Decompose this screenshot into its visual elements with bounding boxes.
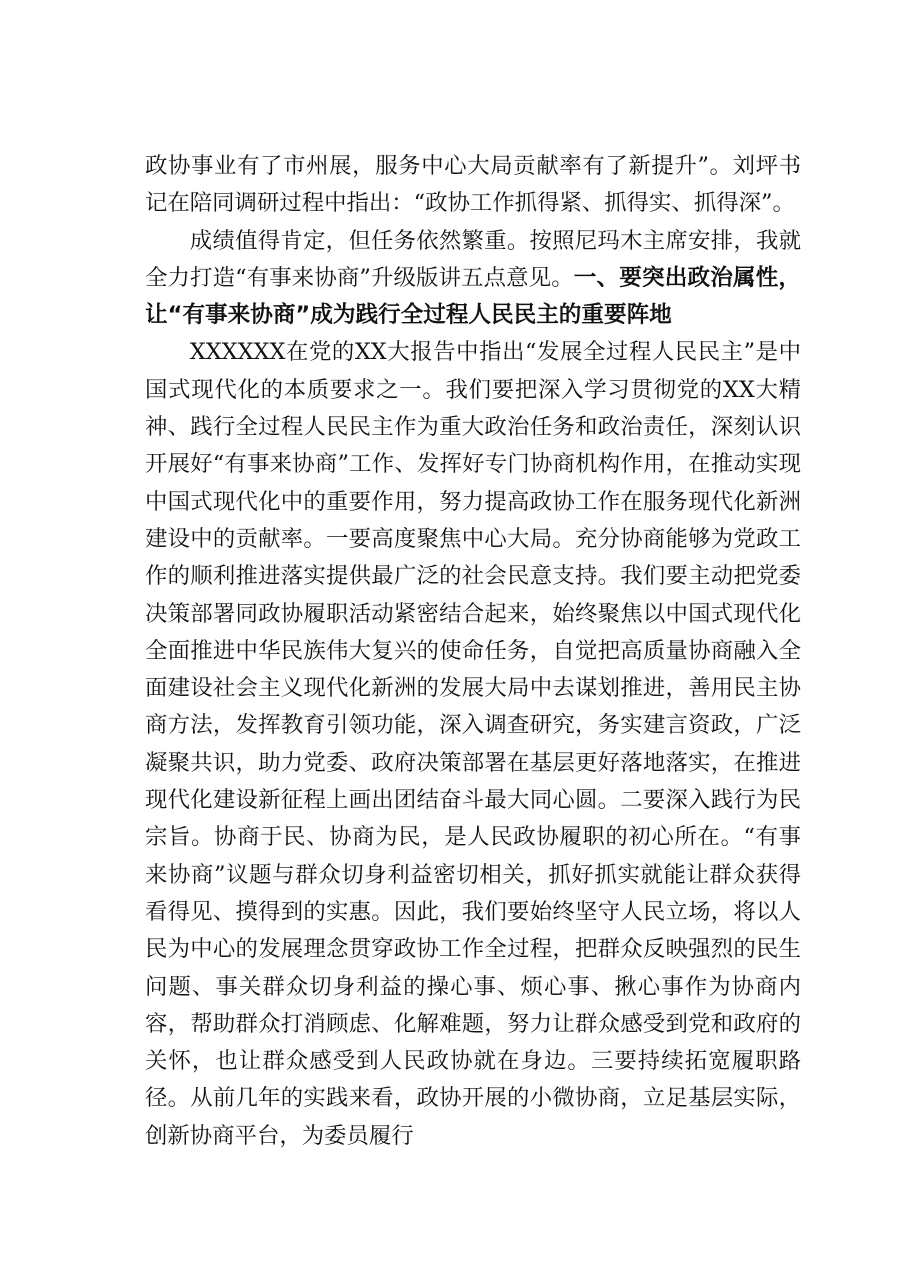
- paragraph-continuation: 政协事业有了市州展，服务中心大局贡献率有了新提升”。刘坪书记在陪同调研过程中指出：“政协工作抓得紧、抓得实、抓得深”。: [145, 153, 801, 217]
- paragraph-intro-text: 成绩值得肯定，但任务依然繁重。按照尼玛木主席安排，我就全力打造“有事来协商”升级版讲五点意见。: [145, 227, 801, 291]
- document-page: [145, 148, 801, 1155]
- paragraph-body: XXXXXX在党的XX大报告中指出“发展全过程人民民主”是中国式现代化的本质要求之一。我们要把深入学习贯彻党的XX大精神、践行全过程人民民主作为重大政治任务和政治责任，深刻认识开展好“有事来协商”工作、发挥好专门协商机构作用，在推动实现中国式现代化中的重要作用，努力提高政协工作在服务现代化新洲建设中的贡献率。一要高度聚焦中心大局。充分协商能够为党政工作的顺利推进落实提供最广泛的社会民意支持。我们要主动把党委决策部署同政协履职活动紧密结合起来，始终聚焦以中国式现代化全面推进中华民族伟大复兴的使命任务，自觉把高质量协商融入全面建设社会主义现代化新洲的发展大局中去谋划推进，善用民主协商方法，发挥教育引领功能，深入调查研究，务实建言资政，广泛凝聚共识，助力党委、政府决策部署在基层更好落地落实，在推进现代化建设新征程上画出团结奋斗最大同心圆。二要深入践行为民宗旨。协商于民、协商为民，是人民政协履职的初心所在。“有事来协商”议题与群众切身利益密切相关，抓好抓实就能让群众获得看得见、摸得到的实惠。因此，我们要始终坚守人民立场，将以人民为中心的发展理念贯穿政协工作全过程，把群众反映强烈的民生问题、事关群众切身利益的操心事、烦心事、揪心事作为协商内容，帮助群众打消顾虑、化解难题，努力让群众感受到党和政府的关怀，也让群众感受到人民政协就在身边。三要持续拓宽履职路径。从前几年的实践来看，政协开展的小微协商，立足基层实际，创新协商平台，为委员履行: [145, 339, 801, 1149]
- section-heading-1: 一、要突出政治属性，让“有事来协商”成为践行全过程人民民主的重要阵地: [145, 264, 801, 329]
- paragraph-opinions-intro: [145, 223, 801, 335]
